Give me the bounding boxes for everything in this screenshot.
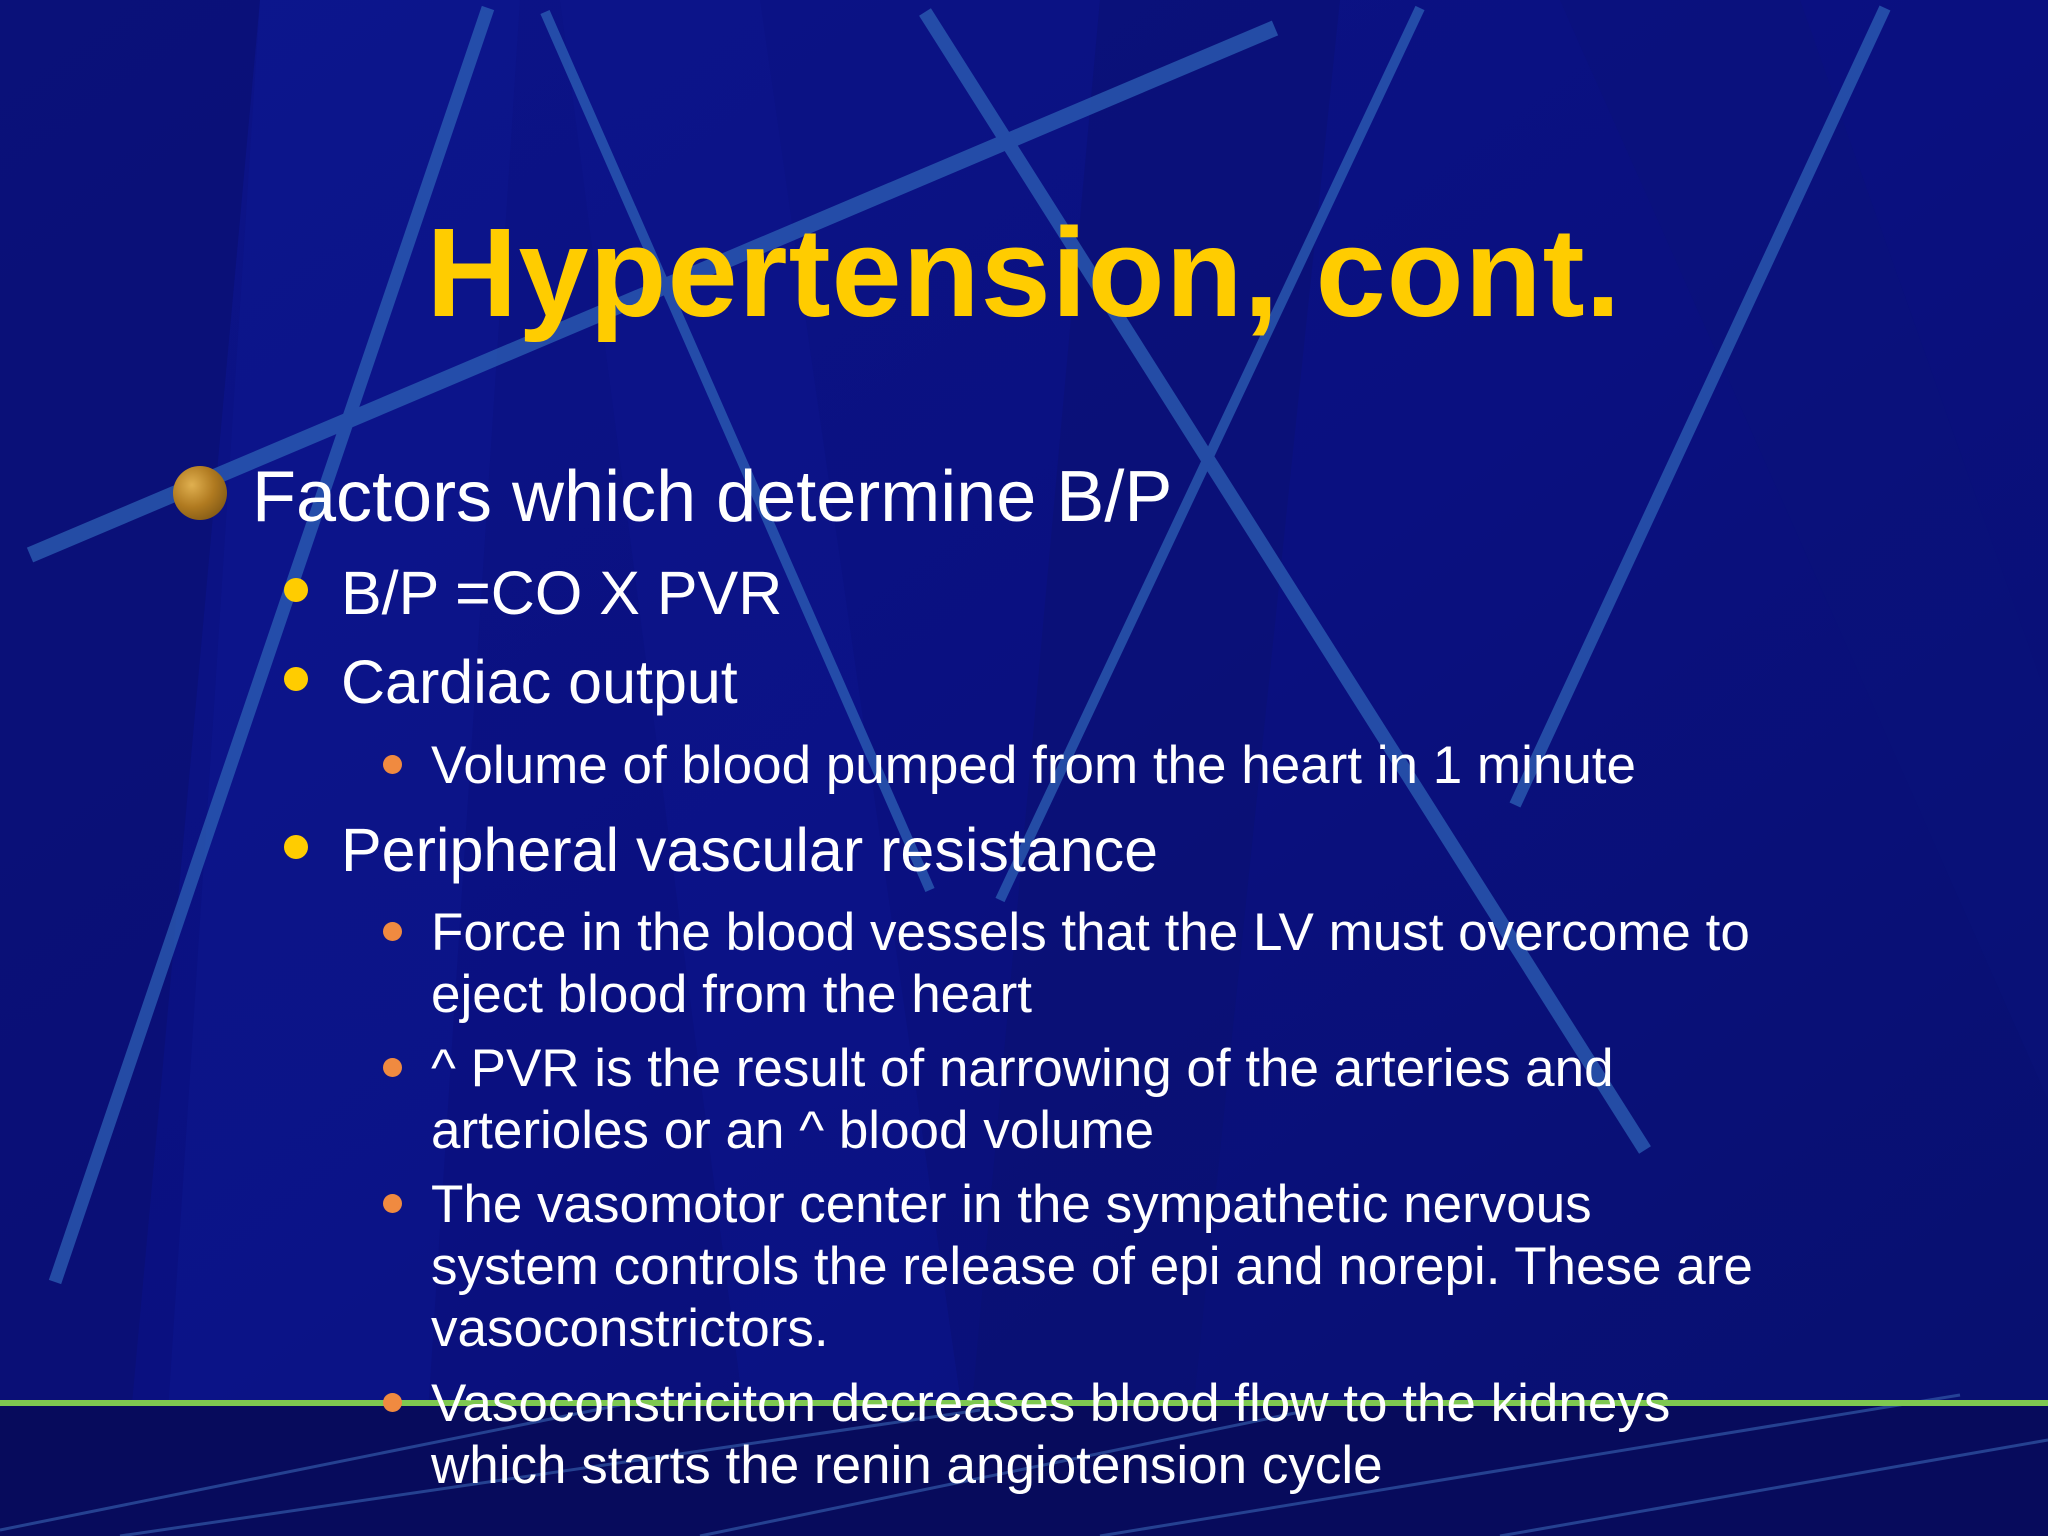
slide-title: Hypertension, cont. xyxy=(426,202,1622,343)
bullet-vasomotor-line-2: system controls the release of epi and norepi. These are xyxy=(431,1237,1753,1296)
bullet-vasomotor-line-1: The vasomotor center in the sympathetic nervous xyxy=(431,1175,1592,1234)
bullet-marker-l3 xyxy=(383,1058,402,1077)
bullet-marker-l3 xyxy=(383,1393,402,1412)
bullet-marker-l3 xyxy=(383,1194,402,1213)
bullet-marker-l1 xyxy=(173,466,227,520)
bullet-marker-l2 xyxy=(284,667,308,691)
bullet-pvr-definition-line-2: eject blood from the heart xyxy=(431,965,1033,1024)
bullet-vasoconstriction-line-2: which starts the renin angiotension cycle xyxy=(431,1436,1383,1495)
bullet-cardiac-output: Cardiac output xyxy=(341,648,738,716)
bullet-pvr-narrowing-line-1: ^ PVR is the result of narrowing of the arteries and xyxy=(431,1039,1614,1098)
bullet-marker-l2 xyxy=(284,578,308,602)
bullet-marker-l2 xyxy=(284,835,308,859)
bullet-co-definition: Volume of blood pumped from the heart in 1 minute xyxy=(431,736,1636,795)
bullet-pvr-narrowing-line-2: arterioles or an ^ blood volume xyxy=(431,1101,1155,1160)
bullet-vasoconstriction-line-1: Vasoconstriciton decreases blood flow to the kidneys xyxy=(431,1374,1671,1433)
bullet-vasomotor-line-3: vasoconstrictors. xyxy=(431,1299,829,1358)
bullet-factors: Factors which determine B/P xyxy=(252,457,1173,537)
bullet-pvr: Peripheral vascular resistance xyxy=(341,816,1159,884)
bullet-marker-l3 xyxy=(383,922,402,941)
bullet-bp-formula: B/P =CO X PVR xyxy=(341,559,783,627)
bullet-pvr-definition-line-1: Force in the blood vessels that the LV must overcome to xyxy=(431,903,1750,962)
bullet-marker-l3 xyxy=(383,755,402,774)
